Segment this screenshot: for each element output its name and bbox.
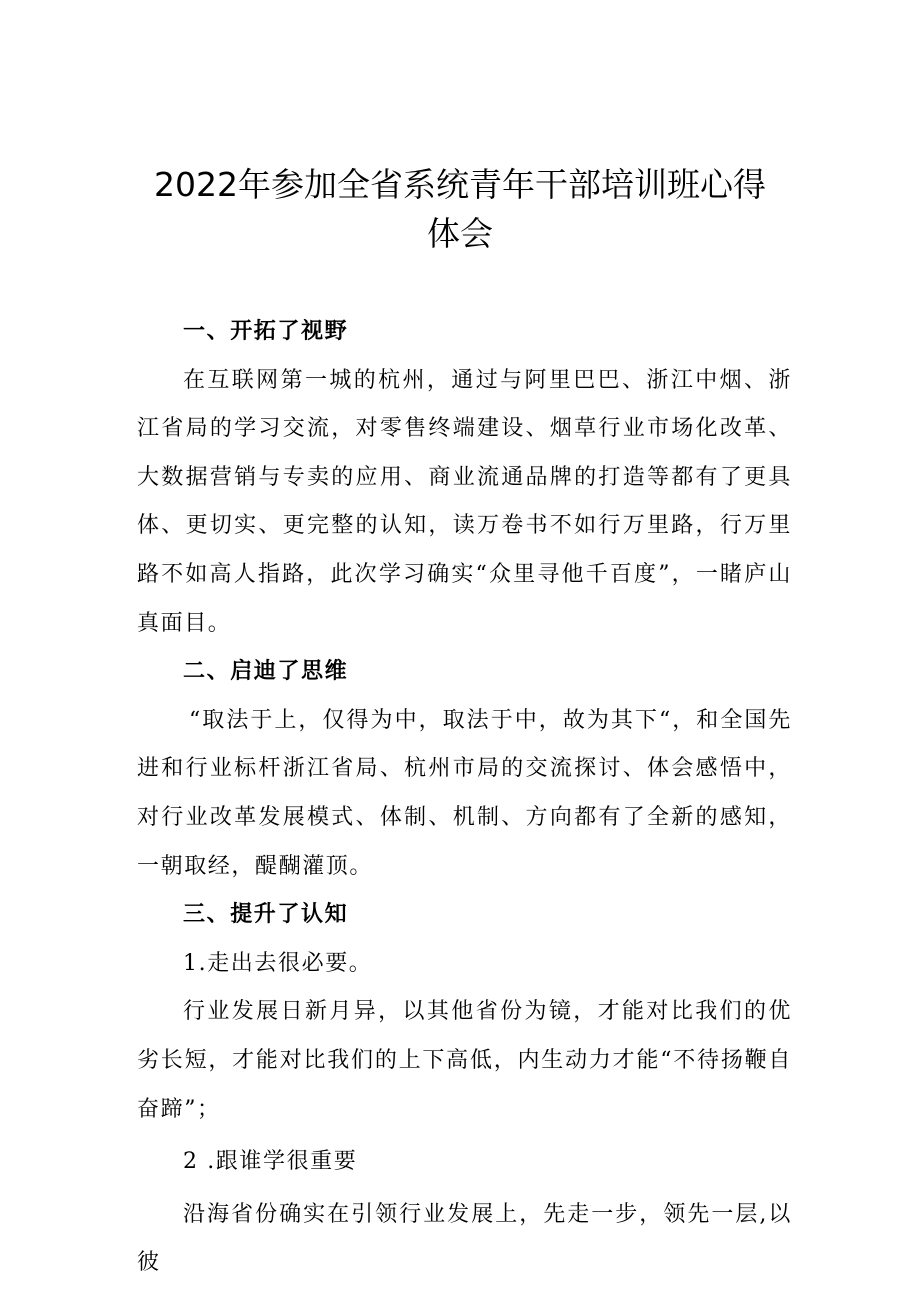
section-paragraph-2: “取法于上，仅得为中，取法于中，故为其下“，和全国先进和行业标杆浙江省局、杭州市局的交流探讨、体会感悟中，对行业改革发展模式、体制、机制、方向都有了全新的感知，一朝取经，醍醐灌顶。 — [137, 707, 792, 879]
title-line-2: 体会 — [427, 214, 493, 253]
section-paragraph-1: 在互联网第一城的杭州，通过与阿里巴巴、浙江中烟、浙江省局的学习交流，对零售终端建设、烟草行业市场化改革、大数据营销与专卖的应用、商业流通品牌的打造等都有了更具体、更切实、更完整的认知，读万卷书不如行万里路，行万里路不如高人指路，此次学习确实“众里寻他千百度”，一睹庐山真面目。 — [137, 367, 792, 636]
section-heading-2: 二、启迪了思维 — [183, 659, 349, 685]
subheading-2: 2 .跟谁学很重要 — [183, 1149, 358, 1175]
section-paragraph-3a: 行业发展日新月异，以其他省份为镜，才能对比我们的优劣长短，才能对比我们的上下高低，内生动力才能“不待扬鞭自奋蹄”； — [137, 999, 792, 1122]
section-paragraph-3b: 沿海省份确实在引领行业发展上，先走一步，领先一层,以彼 — [137, 1201, 792, 1276]
title-line-1: 2022年参加全省系统青年干部培训班心得 — [154, 165, 766, 204]
section-heading-3: 三、提升了认知 — [183, 902, 349, 928]
subheading-1: 1.走出去很必要。 — [183, 950, 373, 976]
section-heading-1: 一、开拓了视野 — [183, 319, 349, 344]
document-title — [100, 160, 820, 258]
document-body — [137, 308, 792, 1288]
